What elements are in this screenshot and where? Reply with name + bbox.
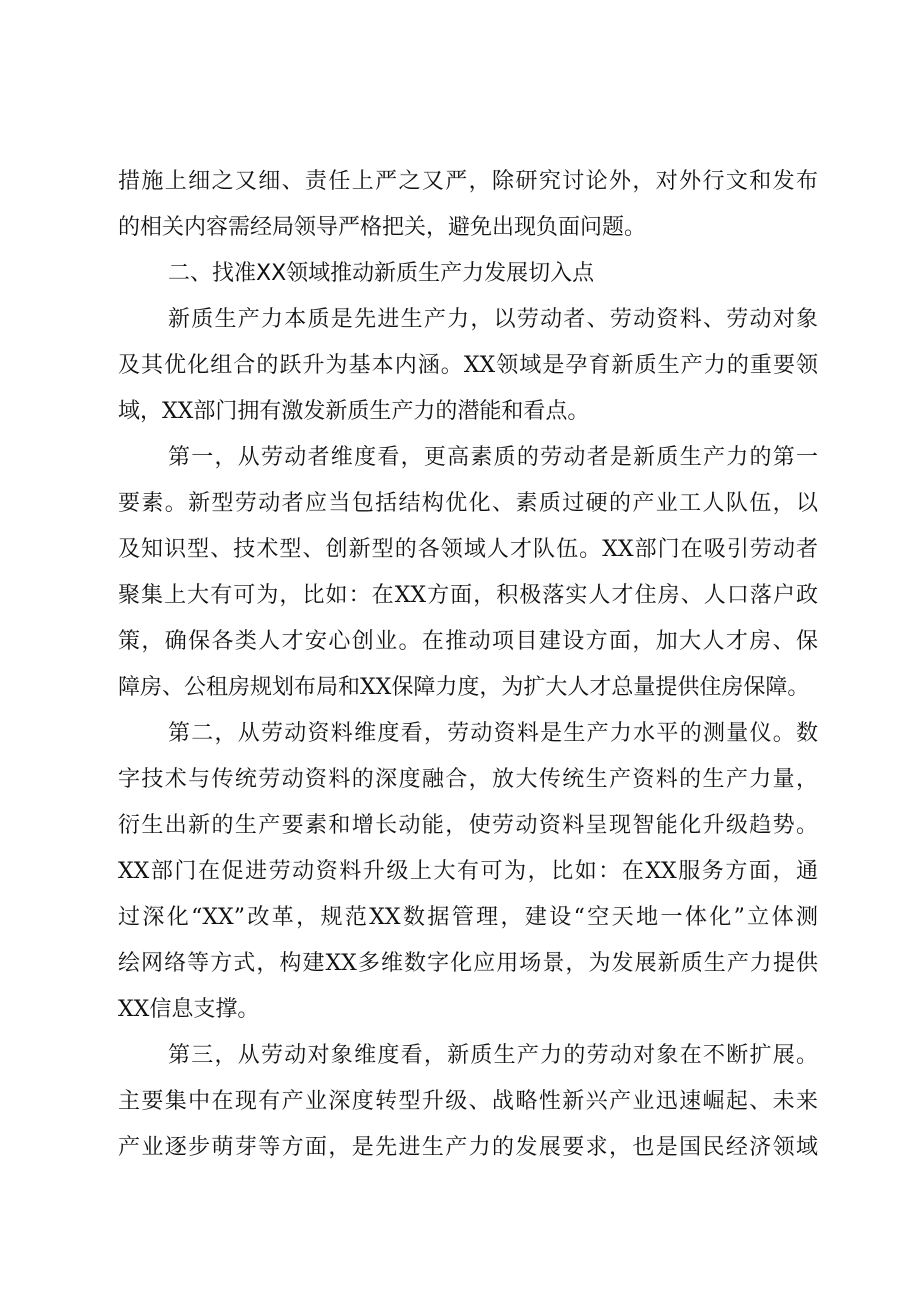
body-line: 策，确保各类人才安心创业。在推动项目建设方面，加大人才房、保 [118,629,818,654]
section-heading: 二、找准XX领域推动新质生产力发展切入点 [168,261,595,286]
body-line: 域，XX部门拥有激发新质生产力的潜能和看点。 [118,399,590,424]
body-line: 及其优化组合的跃升为基本内涵。XX领域是孕育新质生产力的重要领 [118,353,818,378]
paragraph-first-line: 第一，从劳动者维度看，更高素质的劳动者是新质生产力的第一 [168,445,818,470]
body-line: 衍生出新的生产要素和增长动能，使劳动资料呈现智能化升级趋势。 [118,813,818,838]
body-line: 字技术与传统劳动资料的深度融合，放大传统生产资料的生产力量， [118,767,818,792]
body-line: 过深化“XX”改革，规范XX数据管理，建设“空天地一体化”立体测 [118,905,818,930]
body-line: XX部门在促进劳动资料升级上大有可为，比如：在XX服务方面，通 [118,859,818,884]
body-line: 绘网络等方式，构建XX多维数字化应用场景，为发展新质生产力提供 [118,951,818,976]
body-line: 主要集中在现有产业深度转型升级、战略性新兴产业迅速崛起、未来 [118,1089,818,1114]
body-line: 的相关内容需经局领导严格把关，避免出现负面问题。 [118,215,647,240]
body-line: XX信息支撑。 [118,997,260,1022]
paragraph-first-line: 第二，从劳动资料维度看，劳动资料是生产力水平的测量仪。数 [168,721,818,746]
body-line: 要素。新型劳动者应当包括结构优化、素质过硬的产业工人队伍，以 [118,491,818,516]
body-line: 障房、公租房规划布局和XX保障力度，为扩大人才总量提供住房保障。 [118,675,810,700]
body-line: 措施上细之又细、责任上严之又严，除研究讨论外，对外行文和发布 [118,169,818,194]
body-line: 聚集上大有可为，比如：在XX方面，积极落实人才住房、人口落户政 [118,583,818,608]
body-line: 及知识型、技术型、创新型的各领域人才队伍。XX部门在吸引劳动者 [118,537,818,562]
paragraph-first-line: 第三，从劳动对象维度看，新质生产力的劳动对象在不断扩展。 [168,1043,818,1068]
paragraph-first-line: 新质生产力本质是先进生产力，以劳动者、劳动资料、劳动对象 [168,307,818,332]
body-line: 产业逐步萌芽等方面，是先进生产力的发展要求，也是国民经济领域 [118,1135,818,1160]
